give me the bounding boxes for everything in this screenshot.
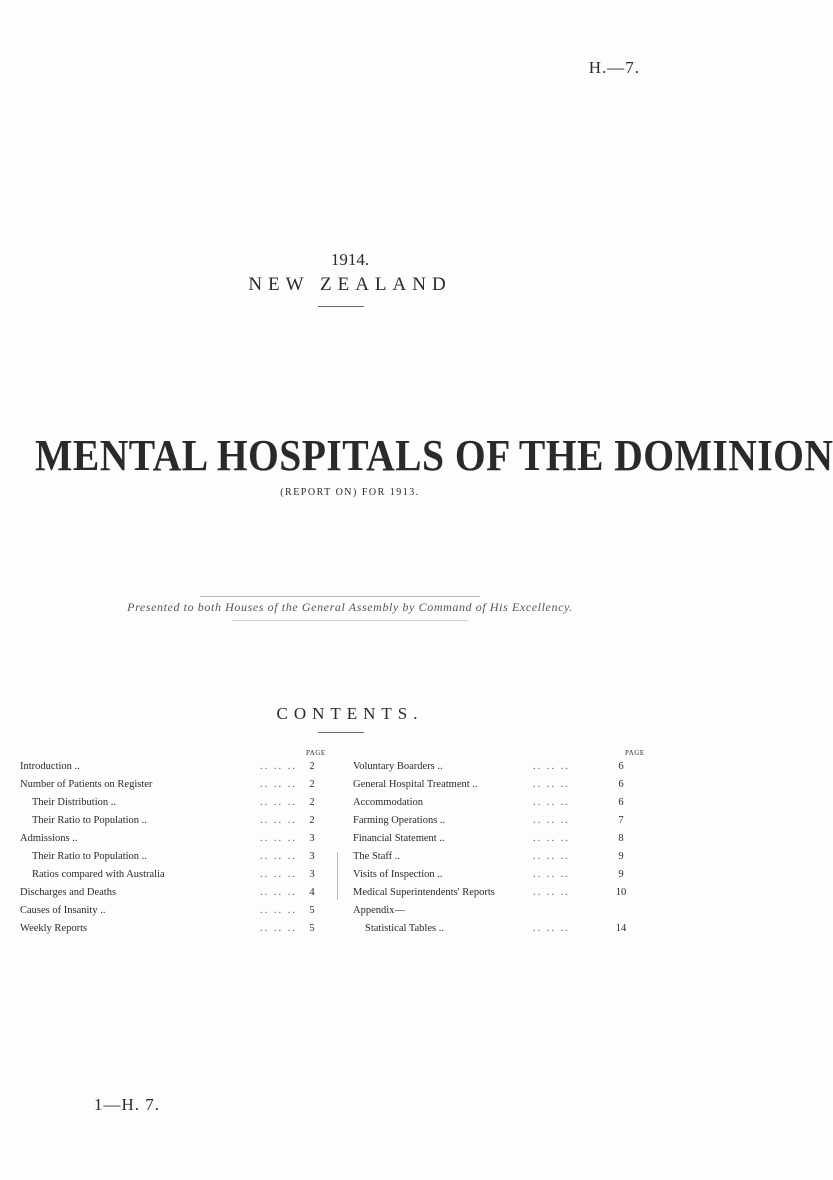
toc-entry-page: 4: [309, 887, 315, 898]
toc-entry-label: Admissions ..: [20, 833, 78, 844]
toc-entry: [353, 815, 643, 833]
toc-entry-label: Ratios compared with Australia: [32, 869, 165, 880]
toc-entry: [20, 869, 320, 887]
toc-leader-dots: .. .. ..: [533, 923, 570, 934]
toc-entry-page: 3: [309, 851, 315, 862]
toc-entry-label: Appendix—: [353, 905, 405, 916]
toc-entry-page: 10: [615, 887, 627, 898]
toc-entry-label: Discharges and Deaths: [20, 887, 117, 898]
toc-entry-label: Causes of Insanity ..: [20, 905, 106, 916]
toc-entry-page: 2: [309, 797, 315, 808]
toc-entry-label: Accommodation: [353, 797, 423, 808]
page-column-label: PAGE: [306, 749, 326, 757]
toc-entry-label: Medical Superintendents' Reports: [353, 887, 495, 898]
toc-entry-page: 3: [309, 869, 315, 880]
toc-entry: [20, 833, 320, 851]
toc-entry-page: 5: [309, 923, 315, 934]
toc-entry: [353, 869, 643, 887]
presented-statement: Presented to both Houses of the General Assembly by Command of His Excellency.: [127, 600, 573, 614]
toc-entry: [20, 761, 320, 779]
toc-entry-label: General Hospital Treatment ..: [353, 779, 478, 790]
toc-entry-label: Voluntary Boarders ..: [353, 761, 443, 772]
toc-entry-label: Farming Operations ..: [353, 815, 446, 826]
contents-heading: CONTENTS.: [276, 704, 424, 723]
toc-entry-page: 6: [618, 779, 624, 790]
toc-leader-dots: .. .. ..: [533, 887, 570, 898]
toc-entry: [20, 797, 320, 815]
toc-entry: [20, 815, 320, 833]
toc-entry-page: 7: [618, 815, 624, 826]
toc-leader-dots: .. .. ..: [260, 815, 297, 826]
toc-entry-label: Introduction ..: [20, 761, 80, 772]
toc-leader-dots: .. .. ..: [260, 923, 297, 934]
toc-entry-page: 8: [618, 833, 624, 844]
toc-entry-page: 9: [618, 851, 624, 862]
divider-rule: [232, 620, 468, 621]
toc-entry-page: 2: [309, 761, 315, 772]
toc-entry: [353, 761, 643, 779]
toc-entry: [353, 923, 643, 941]
toc-leader-dots: .. .. ..: [260, 833, 297, 844]
toc-entry: [20, 887, 320, 905]
signature-mark: 1—H. 7.: [94, 1095, 161, 1114]
toc-entry: [353, 887, 643, 905]
toc-entry-page: 6: [618, 797, 624, 808]
toc-entry: [20, 851, 320, 869]
toc-entry: [353, 797, 643, 815]
toc-entry-page: 14: [615, 923, 627, 934]
toc-entry-page: 3: [309, 833, 315, 844]
toc-entry: [353, 905, 643, 923]
toc-entry-label: Visits of Inspection ..: [353, 869, 443, 880]
toc-entry-label: Statistical Tables ..: [365, 923, 444, 934]
toc-entry: [20, 923, 320, 941]
toc-entry-label: Their Distribution ..: [32, 797, 116, 808]
toc-entry-label: Financial Statement ..: [353, 833, 445, 844]
toc-leader-dots: .. .. ..: [260, 761, 297, 772]
toc-entry-page: 6: [618, 761, 624, 772]
toc-leader-dots: .. .. ..: [260, 797, 297, 808]
column-divider: [337, 852, 338, 900]
toc-leader-dots: .. .. ..: [260, 869, 297, 880]
toc-entry: [20, 779, 320, 797]
toc-entry: [353, 851, 643, 869]
toc-leader-dots: .. .. ..: [533, 761, 570, 772]
toc-entry: [20, 905, 320, 923]
toc-leader-dots: .. .. ..: [533, 851, 570, 862]
report-title: MENTAL HOSPITALS OF THE DOMINION: [35, 431, 833, 480]
country-name: NEW ZEALAND: [248, 274, 452, 295]
toc-entry-label: Their Ratio to Population ..: [32, 851, 147, 862]
toc-entry-label: The Staff ..: [353, 851, 401, 862]
toc-leader-dots: .. .. ..: [533, 797, 570, 808]
toc-entry-page: 2: [309, 815, 315, 826]
toc-leader-dots: .. .. ..: [260, 779, 297, 790]
toc-leader-dots: .. .. ..: [533, 833, 570, 844]
toc-entry-page: 9: [618, 869, 624, 880]
toc-entry: [353, 779, 643, 797]
toc-entry-page: 2: [309, 779, 315, 790]
toc-entry-label: Weekly Reports: [20, 923, 88, 934]
year: 1914.: [330, 250, 370, 269]
toc-leader-dots: .. .. ..: [533, 779, 570, 790]
document-code: H.—7.: [588, 58, 640, 77]
toc-entry-label: Number of Patients on Register: [20, 779, 153, 790]
page-column-label: PAGE: [625, 749, 645, 757]
report-subtitle: (REPORT ON) FOR 1913.: [280, 487, 420, 498]
divider-rule: [318, 306, 364, 307]
toc-entry-page: 5: [309, 905, 315, 916]
toc-leader-dots: .. .. ..: [533, 815, 570, 826]
toc-entry: [353, 833, 643, 851]
toc-leader-dots: .. .. ..: [260, 887, 297, 898]
divider-rule: [200, 596, 480, 597]
toc-leader-dots: .. .. ..: [260, 905, 297, 916]
toc-leader-dots: .. .. ..: [260, 851, 297, 862]
toc-leader-dots: .. .. ..: [533, 869, 570, 880]
toc-entry-label: Their Ratio to Population ..: [32, 815, 147, 826]
divider-rule: [318, 732, 364, 733]
